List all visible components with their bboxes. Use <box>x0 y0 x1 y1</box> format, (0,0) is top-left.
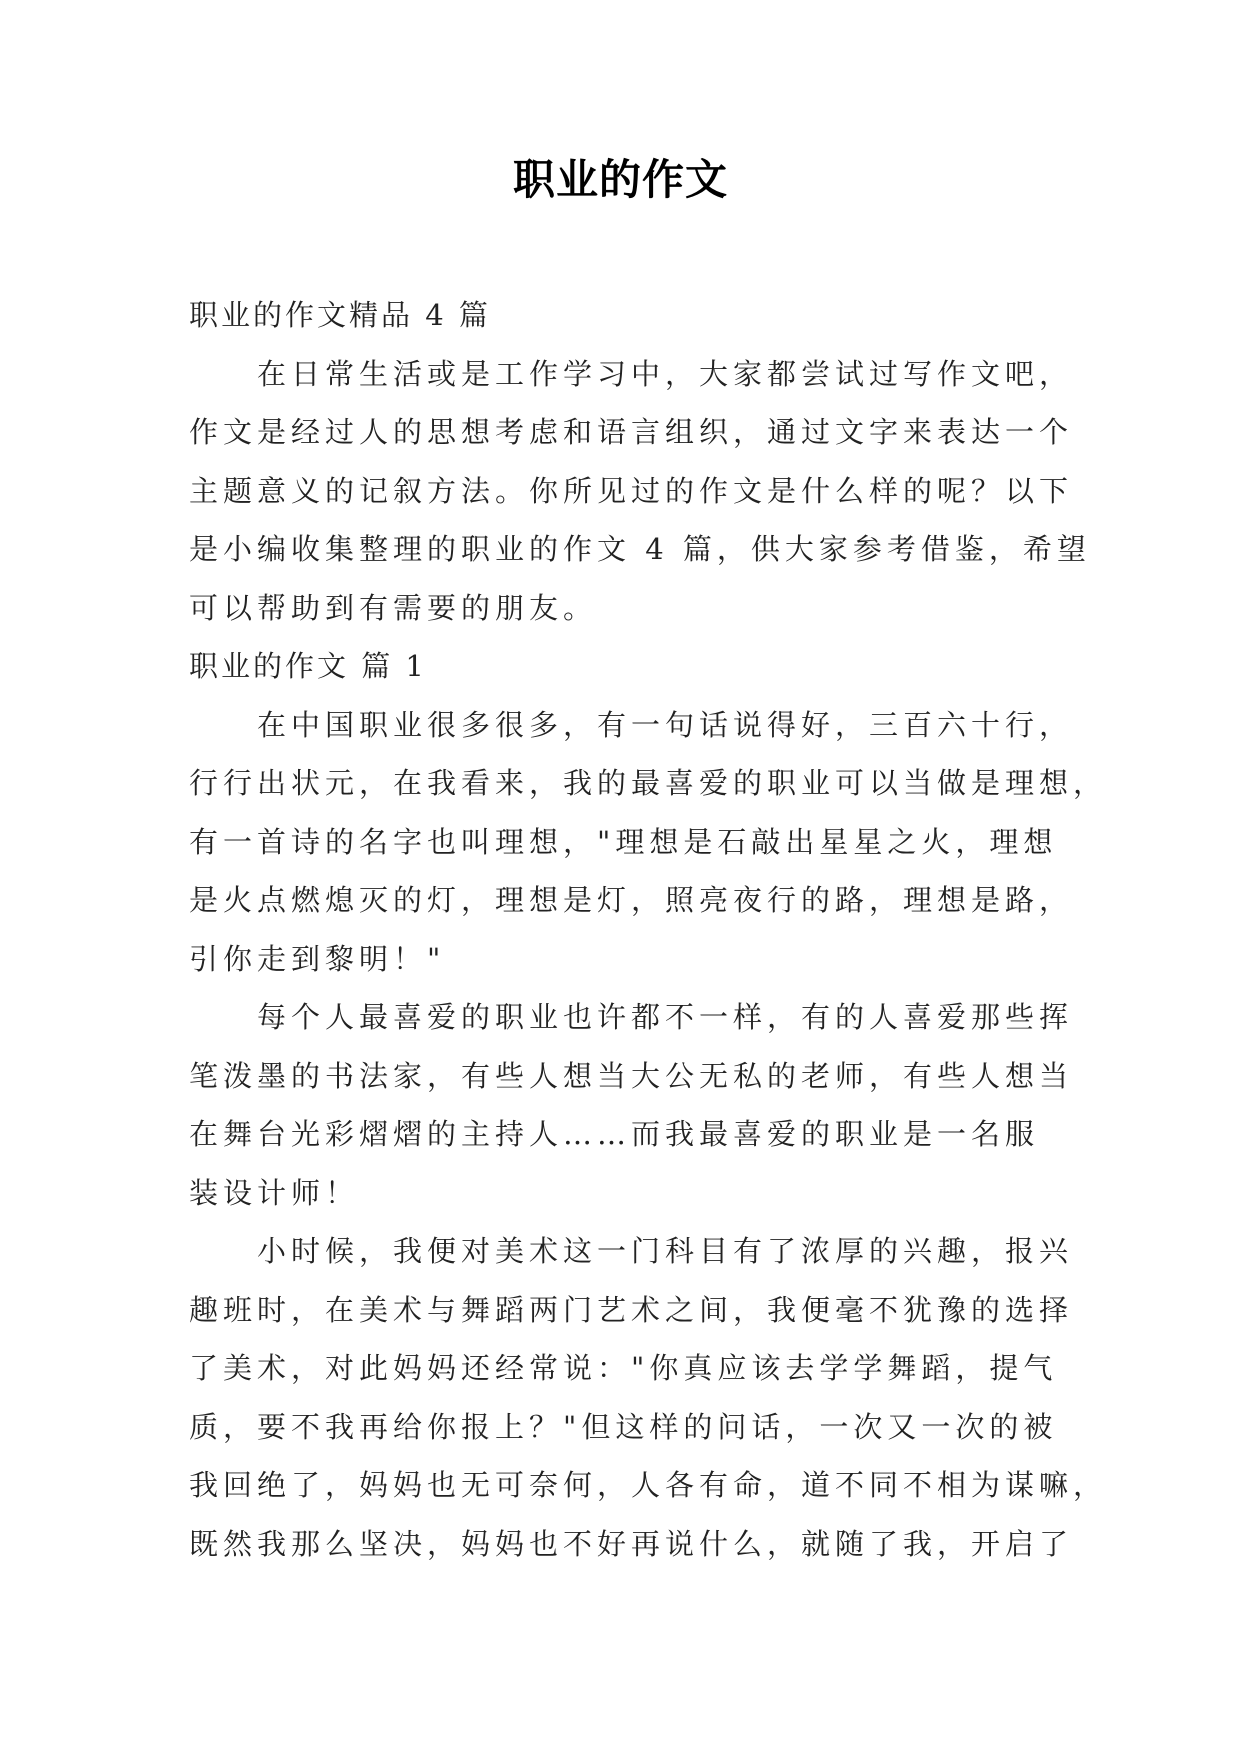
section-heading: 职业的作文精品 4 篇 <box>189 298 491 332</box>
paragraph-line: 质，要不我再给你报上？"但这样的问话，一次又一次的被 <box>189 1409 1058 1444</box>
paragraph-line: 趣班时，在美术与舞蹈两门艺术之间，我便毫不犹豫的选择 <box>189 1292 1074 1327</box>
paragraph-line: 作文是经过人的思想考虑和语言组织，通过文字来表达一个 <box>189 415 1074 449</box>
paragraph-line: 我回绝了，妈妈也无可奈何，人各有命，道不同不相为谋嘛， <box>189 1468 1108 1502</box>
paragraph-line: 在日常生活或是工作学习中，大家都尝试过写作文吧， <box>257 356 1074 391</box>
paragraph-line: 是火点燃熄灭的灯，理想是灯，照亮夜行的路，理想是路， <box>189 883 1074 917</box>
paragraph-line: 可以帮助到有需要的朋友。 <box>189 590 598 625</box>
document-body <box>189 286 1108 1573</box>
paragraph-line: 装设计师！ <box>189 1175 360 1210</box>
paragraph-line: 引你走到黎明！" <box>189 941 446 976</box>
paragraph-line: 有一首诗的名字也叫理想，"理想是石敲出星星之火，理想 <box>189 824 1058 859</box>
paragraph-line: 了美术，对此妈妈还经常说："你真应该去学学舞蹈，提气 <box>189 1351 1058 1385</box>
paragraph-line: 在舞台光彩熠熠的主持人……而我最喜爱的职业是一名服 <box>189 1117 1040 1151</box>
paragraph-line: 既然我那么坚决，妈妈也不好再说什么，就随了我，开启了 <box>189 1526 1074 1561</box>
paragraph-line: 主题意义的记叙方法。你所见过的作文是什么样的呢？以下 <box>189 473 1074 508</box>
paragraph-line: 在中国职业很多很多，有一句话说得好，三百六十行， <box>257 707 1074 742</box>
paragraph-line: 行行出状元，在我看来，我的最喜爱的职业可以当做是理想， <box>189 766 1108 800</box>
paragraph-line: 笔泼墨的书法家，有些人想当大公无私的老师，有些人想当 <box>189 1058 1074 1093</box>
paragraph-line: 小时候，我便对美术这一门科目有了浓厚的兴趣，报兴 <box>257 1234 1074 1268</box>
document-title: 职业的作文 <box>512 155 728 204</box>
paragraph-line: 每个人最喜爱的职业也许都不一样，有的人喜爱那些挥 <box>257 1000 1074 1034</box>
paragraph-line: 是小编收集整理的职业的作文 4 篇，供大家参考借鉴，希望 <box>189 532 1091 566</box>
section-heading: 职业的作文 篇 1 <box>189 649 427 683</box>
